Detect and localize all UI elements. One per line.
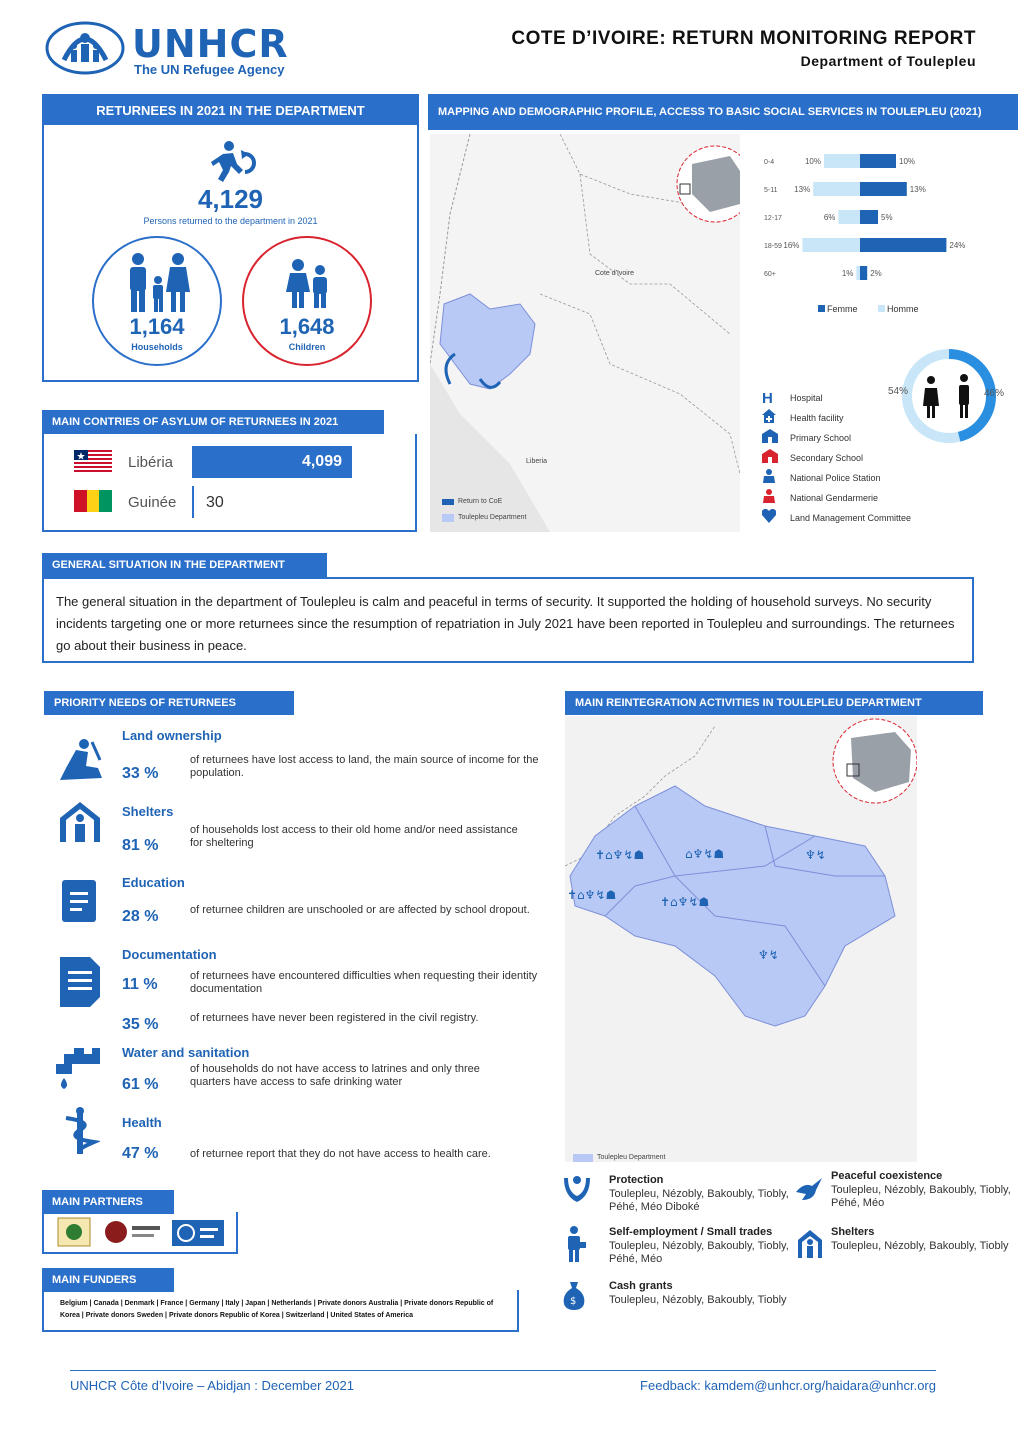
children-icon bbox=[284, 258, 334, 310]
shelter-icon bbox=[58, 800, 102, 849]
activity-text-peace: Toulepleu, Nézobly, Bakoubly, Tiobly, Péhé, Méo bbox=[831, 1184, 1011, 1209]
pyramid-age-label: 18-59 bbox=[764, 243, 782, 250]
service-land-committee: Land Management Committee bbox=[762, 508, 932, 528]
children-circle bbox=[242, 236, 372, 366]
population-pyramid bbox=[760, 150, 1010, 320]
map1 bbox=[430, 134, 740, 532]
svg-text:♆↯: ♆↯ bbox=[805, 848, 826, 862]
need-text-documentation: of returnees have encountered difficulties when requesting their identity documentation bbox=[190, 970, 538, 995]
need-text-water: of households do not have access to latrines and only three quarters have access to safe drinking water bbox=[190, 1063, 480, 1088]
svg-text:✝⌂♆↯☗: ✝⌂♆↯☗ bbox=[660, 895, 710, 909]
activity-text-cash: Toulepleu, Nézobly, Bakoubly, Tiobly bbox=[609, 1294, 787, 1306]
legend-femme-swatch bbox=[818, 305, 825, 312]
general-text: The general situation in the department of Toulepleu is calm and peaceful in terms of security. It supported the holding of household surveys. No security incidents targeting one or more returnees since the resumption of repatriation in July 2021 have been reported in Toulepleu and surroundings. The returnees go about their business in peace. bbox=[42, 577, 974, 663]
peace-dove-icon bbox=[794, 1176, 824, 1209]
need-text-civil-registry: of returnees have never been registered in the civil registry. bbox=[190, 1012, 479, 1024]
land-committee-icon bbox=[762, 509, 780, 528]
activity-title-shelters: Shelters bbox=[831, 1226, 875, 1238]
self-employment-icon bbox=[562, 1226, 586, 1267]
need-title-health: Health bbox=[122, 1115, 162, 1130]
asylum-country-2: Guinée bbox=[128, 494, 177, 511]
partners-heading: MAIN PARTNERS bbox=[42, 1190, 174, 1214]
funders-heading: MAIN FUNDERS bbox=[42, 1268, 174, 1292]
activity-title-peace: Peaceful coexistence bbox=[831, 1170, 943, 1182]
page-subtitle: Department of Toulepleu bbox=[800, 53, 976, 69]
svg-text:⌂♆↯☗: ⌂♆↯☗ bbox=[685, 847, 725, 861]
svg-text:✝⌂♆↯☗: ✝⌂♆↯☗ bbox=[595, 848, 645, 862]
need-text-land: of returnees have lost access to land, the main source of income for the population. bbox=[190, 754, 539, 779]
map1-legend-dept: Toulepleu Department bbox=[458, 514, 527, 521]
map1-heading: MAPPING AND DEMOGRAPHIC PROFILE, ACCESS TO BASIC SOCIAL SERVICES IN TOULEPLEU (2021) bbox=[428, 94, 1018, 130]
pyramid-bar-homme bbox=[860, 182, 907, 196]
activity-text-protection: Toulepleu, Nézobly, Bakoubly, Tiobly, Péhé, Méo Diboké bbox=[609, 1188, 789, 1213]
need-pct-education: 28 % bbox=[122, 908, 159, 925]
pyramid-label-homme: 13% bbox=[909, 185, 926, 194]
need-title-education: Education bbox=[122, 875, 185, 890]
asylum-country-1: Libéria bbox=[128, 454, 174, 471]
footer-divider bbox=[70, 1370, 936, 1371]
asylum-value-2: 30 bbox=[206, 494, 224, 511]
map2-drawing bbox=[565, 716, 917, 1162]
pyramid-label-femme: 10% bbox=[804, 157, 821, 166]
partner-logo-2-icon bbox=[104, 1218, 164, 1246]
svg-text:$: $ bbox=[570, 1296, 577, 1307]
asylum-bar-2 bbox=[192, 486, 194, 518]
activities-heading: MAIN REINTEGRATION ACTIVITIES IN TOULEPLEU DEPARTMENT bbox=[565, 691, 983, 715]
pyramid-bar-homme bbox=[860, 210, 878, 224]
activity-title-self-employment: Self-employment / Small trades bbox=[609, 1226, 773, 1238]
gendarmerie-icon bbox=[762, 489, 780, 508]
returnees-panel bbox=[42, 94, 419, 382]
pyramid-bar-femme bbox=[838, 210, 860, 224]
pyramid-label-femme: 13% bbox=[794, 185, 811, 194]
pyramid-age-label: 12-17 bbox=[764, 215, 782, 222]
liberia-flag-icon bbox=[74, 450, 112, 472]
police-icon bbox=[762, 469, 780, 488]
service-secondary-school: Secondary School bbox=[762, 448, 932, 468]
map2 bbox=[565, 716, 917, 1162]
need-pct-shelter: 81 % bbox=[122, 837, 159, 854]
svg-text:♆↯: ♆↯ bbox=[758, 948, 779, 962]
svg-text:✝⌂♆↯☗: ✝⌂♆↯☗ bbox=[567, 888, 617, 902]
secondary-school-icon bbox=[762, 449, 780, 468]
map2-legend: Toulepleu Department bbox=[597, 1154, 666, 1161]
land-ownership-icon bbox=[58, 738, 104, 787]
households-label: Households bbox=[131, 342, 183, 352]
returnee-walk-icon bbox=[209, 140, 261, 187]
pyramid-label-homme: 5% bbox=[881, 213, 893, 222]
map1-label-cote: Cote d'Ivoire bbox=[595, 270, 635, 277]
need-text-health: of returnee report that they do not have access to health care. bbox=[190, 1148, 491, 1160]
pyramid-age-label: 60+ bbox=[764, 271, 776, 278]
asylum-value-1: 4,099 bbox=[301, 453, 342, 470]
female-pct: 54% bbox=[888, 386, 909, 397]
pyramid-label-homme: 24% bbox=[949, 241, 966, 250]
need-title-water: Water and sanitation bbox=[122, 1045, 250, 1060]
pyramid-age-label: 0-4 bbox=[764, 159, 775, 166]
need-pct-civil-registry: 35 % bbox=[122, 1016, 159, 1033]
pyramid-bar-homme bbox=[860, 238, 946, 252]
health-caduceus-icon bbox=[60, 1106, 100, 1161]
map1-drawing bbox=[430, 134, 740, 532]
pyramid-bar-femme bbox=[856, 266, 860, 280]
activity-title-cash: Cash grants bbox=[609, 1280, 673, 1292]
need-title-shelter: Shelters bbox=[122, 804, 174, 819]
need-pct-documentation: 11 % bbox=[122, 976, 158, 993]
documentation-icon bbox=[58, 955, 102, 1014]
shelter-activity-icon bbox=[796, 1228, 824, 1263]
pyramid-bar-femme bbox=[802, 238, 860, 252]
male-pct: 46% bbox=[984, 388, 1005, 399]
legend-homme-swatch bbox=[878, 305, 885, 312]
funders-text: Belgium | Canada | Denmark | France | Germany | Italy | Japan | Netherlands | Private donors Australia | Private donors Republic of Korea | Private donors Sweden | Private donors Republic of Korea | Switzerland | United States of America bbox=[42, 1290, 519, 1332]
general-heading: GENERAL SITUATION IN THE DEPARTMENT bbox=[42, 553, 327, 577]
pyramid-label-femme: 16% bbox=[783, 241, 800, 250]
map1-legend-return-swatch bbox=[442, 499, 454, 505]
activity-title-protection: Protection bbox=[609, 1174, 664, 1186]
map1-legend-return: Return to CoE bbox=[458, 498, 503, 505]
need-pct-land: 33 % bbox=[122, 765, 159, 782]
pyramid-label-femme: 1% bbox=[841, 269, 854, 278]
need-pct-water: 61 % bbox=[122, 1076, 159, 1093]
partner-logo-1-icon bbox=[56, 1216, 92, 1248]
health-facility-icon bbox=[762, 409, 780, 428]
logo-text: UNHCR bbox=[132, 22, 289, 66]
total-returnees: 4,129 bbox=[197, 184, 264, 214]
service-police: National Police Station bbox=[762, 468, 932, 488]
footer-feedback-link[interactable]: Feedback: kamdem@unhcr.org/haidara@unhcr.org bbox=[640, 1378, 936, 1393]
water-tap-icon bbox=[54, 1046, 102, 1095]
need-title-land: Land ownership bbox=[122, 728, 222, 743]
need-pct-health: 47 % bbox=[122, 1145, 159, 1162]
page-title: COTE D’IVOIRE: RETURN MONITORING REPORT bbox=[511, 28, 976, 49]
service-primary-school: Primary School bbox=[762, 428, 932, 448]
unhcr-logo bbox=[44, 20, 126, 81]
asylum-panel bbox=[42, 434, 417, 532]
legend-homme: Homme bbox=[887, 304, 919, 314]
activity-text-self-employment: Toulepleu, Nézobly, Bakoubly, Tiobly, Péhé, Méo bbox=[609, 1240, 789, 1265]
pyramid-chart bbox=[760, 150, 1010, 300]
households-circle bbox=[92, 236, 222, 366]
pyramid-label-homme: 2% bbox=[870, 269, 882, 278]
partner-logo-unhcr-icon bbox=[172, 1220, 224, 1246]
households-value: 1,164 bbox=[129, 314, 185, 339]
asylum-heading: MAIN CONTRIES OF ASYLUM OF RETURNEES IN 2021 bbox=[42, 410, 384, 434]
need-text-shelter: of households lost access to their old home and/or need assistance for sheltering bbox=[190, 824, 518, 849]
pyramid-bar-femme bbox=[813, 182, 860, 196]
pyramid-label-femme: 6% bbox=[823, 213, 836, 222]
map1-label-liberia: Liberia bbox=[526, 458, 548, 465]
need-text-education: of returnee children are unschooled or are affected by school dropout. bbox=[190, 904, 530, 916]
guinea-flag-icon bbox=[74, 490, 112, 512]
pyramid-age-label: 5-11 bbox=[764, 187, 778, 194]
pyramid-bar-homme bbox=[860, 266, 867, 280]
map2-legend-swatch bbox=[573, 1154, 593, 1162]
primary-school-icon bbox=[762, 429, 780, 448]
partners-panel bbox=[42, 1212, 238, 1254]
map1-legend-dept-swatch bbox=[442, 514, 454, 522]
cash-grant-icon bbox=[562, 1280, 586, 1315]
children-label: Children bbox=[288, 342, 326, 352]
service-health-facility: Health facility bbox=[762, 408, 932, 428]
children-value: 1,648 bbox=[279, 314, 335, 339]
footer-left: UNHCR Côte d’Ivoire – Abidjan : December 2021 bbox=[70, 1378, 354, 1393]
pyramid-label-homme: 10% bbox=[899, 157, 916, 166]
hospital-icon: H bbox=[762, 389, 773, 407]
need-title-documentation: Documentation bbox=[122, 947, 217, 962]
returnees-heading: RETURNEES IN 2021 IN THE DEPARTMENT bbox=[44, 96, 417, 125]
service-hospital: H Hospital bbox=[762, 389, 823, 407]
service-gendarmerie: National Gendarmerie bbox=[762, 488, 932, 508]
family-icon bbox=[120, 252, 196, 314]
unhcr-emblem-icon bbox=[44, 20, 126, 76]
total-returnees-label: Persons returned to the department in 2021 bbox=[143, 216, 318, 226]
activity-text-shelters: Toulepleu, Nézobly, Bakoubly, Tiobly bbox=[831, 1240, 1009, 1252]
pyramid-bar-homme bbox=[860, 154, 896, 168]
pyramid-bar-femme bbox=[824, 154, 860, 168]
legend-femme: Femme bbox=[827, 304, 858, 314]
protection-icon bbox=[562, 1174, 592, 1209]
education-icon bbox=[60, 878, 98, 929]
gender-donut bbox=[888, 346, 1005, 446]
logo-subtext: The UN Refugee Agency bbox=[134, 62, 285, 77]
needs-heading: PRIORITY NEEDS OF RETURNEES bbox=[44, 691, 294, 715]
